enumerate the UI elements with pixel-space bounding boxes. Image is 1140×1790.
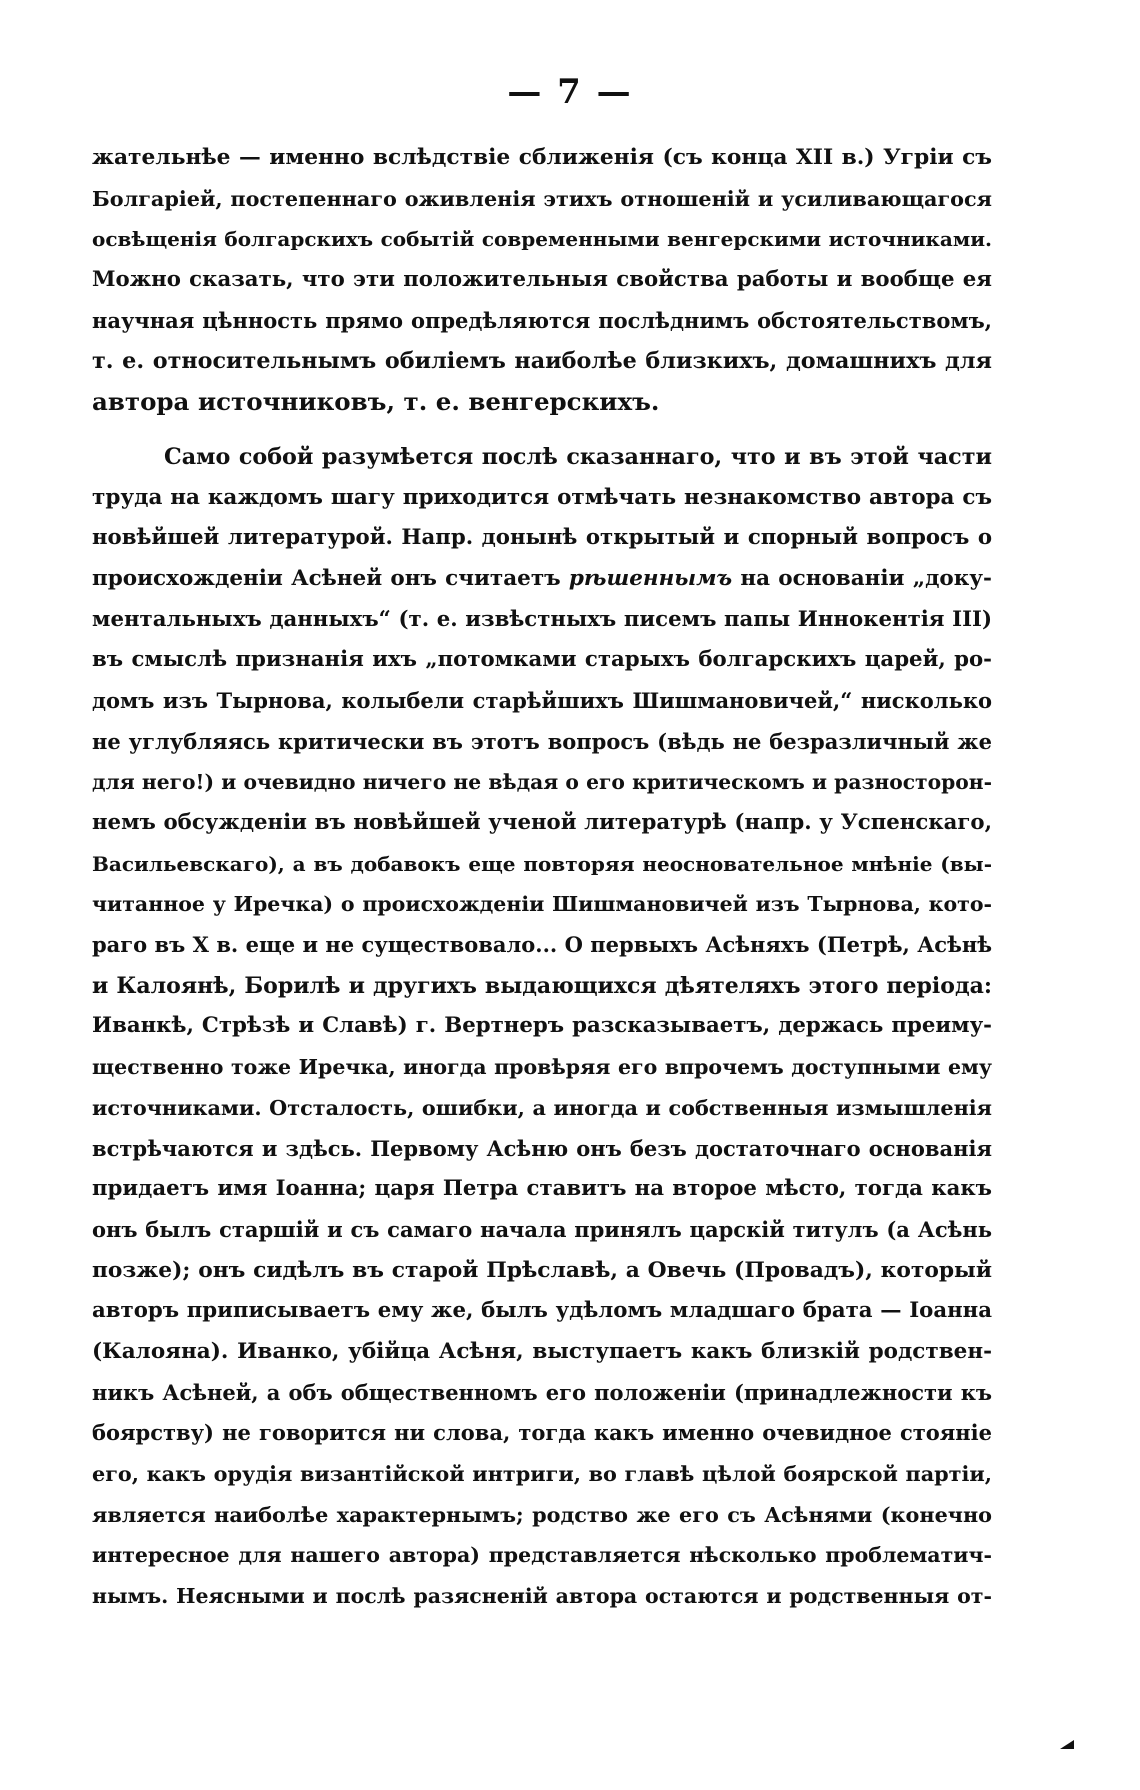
text-line: немъ обсужденіи въ новѣйшей ученой литературѣ (напр. у Успенскаго,	[92, 810, 992, 835]
text-line: онъ былъ старшій и съ самаго начала принялъ царскій титулъ (а Асѣнь	[92, 1216, 992, 1242]
body-text	[92, 138, 992, 1617]
text-run: происхожденіи Асѣней онъ считаетъ	[92, 565, 561, 591]
text-line: раго въ X в. еще и не существовало... О первыхъ Асѣняхъ (Петрѣ, Асѣнѣ	[92, 932, 992, 958]
text-line: Болгаріей, постепеннаго оживленія этихъ отношеній и усиливающагося	[92, 186, 992, 211]
text-line: не углубляясь критически въ этотъ вопросъ (вѣдь не безразличный же	[92, 728, 992, 754]
text-line: въ смыслѣ признанія ихъ „потомками старыхъ болгарскихъ царей, ро-	[92, 647, 992, 673]
text-line: никъ Асѣней, а объ общественномъ его положеніи (принадлежности къ	[92, 1379, 992, 1405]
text-line: интересное для нашего автора) представляется нѣсколько проблематич-	[92, 1543, 992, 1568]
paragraph-2	[92, 437, 992, 1617]
text-line: домъ изъ Тырнова, колыбели старѣйшихъ Шишмановичей,“ нисколько	[92, 687, 992, 713]
text-line: Само собой разумѣется послѣ сказаннаго, что и въ этой части	[164, 443, 992, 470]
corner-mark-icon	[1060, 1740, 1074, 1749]
text-line: и Калоянѣ, Борилѣ и другихъ выдающихся дѣятеляхъ этого періода:	[92, 972, 992, 999]
text-line: труда на каждомъ шагу приходится отмѣчать незнакомство автора съ	[92, 484, 992, 510]
text-line: нымъ. Неясными и послѣ разясненій автора остаются и родственныя от-	[92, 1584, 992, 1609]
text-line: его, какъ орудія византійской интриги, во главѣ цѣлой боярской партіи,	[92, 1462, 992, 1486]
text-line: ментальныхъ данныхъ“ (т. е. извѣстныхъ писемъ папы Иннокентія III)	[92, 606, 992, 632]
text-line: позже); онъ сидѣлъ въ старой Прѣславѣ, а Овечь (Провадъ), который	[92, 1257, 992, 1283]
text-line: встрѣчаются и здѣсь. Первому Асѣню онъ безъ достаточнаго основанія	[92, 1135, 992, 1161]
text-line: (Калояна). Иванко, убійца Асѣня, выступаетъ какъ близкій родствен-	[92, 1338, 992, 1364]
text-line: Иванкѣ, Стрѣзѣ и Славѣ) г. Вертнеръ разсказываетъ, держась преиму-	[92, 1013, 992, 1039]
emphasized-word: рѣшеннымъ	[568, 565, 733, 591]
text-line: освѣщенія болгарскихъ событій современными венгерскими источниками.	[92, 227, 992, 252]
text-line: щественно тоже Иречка, иногда провѣряя его впрочемъ доступными ему	[92, 1055, 992, 1080]
text-line: автора источниковъ, т. е. венгерскихъ.	[92, 387, 660, 417]
text-line: Васильевскаго), а въ добавокъ еще повторяя неосновательное мнѣніе (вы-	[92, 851, 992, 876]
text-line: Можно сказать, что эти положительныя свойства работы и вообще ея	[92, 267, 992, 293]
text-line: жательнѣе — именно вслѣдствіе сближенія (съ конца XII в.) Угріи съ	[92, 145, 992, 170]
paragraph-1	[92, 138, 992, 423]
text-line: источниками. Отсталость, ошибки, а иногда и собственныя измышленія	[92, 1095, 992, 1120]
page-number: — 7 —	[507, 72, 633, 112]
text-line: авторъ приписываетъ ему же, былъ удѣломъ младшаго брата — Іоанна	[92, 1298, 992, 1324]
text-line: научная цѣнность прямо опредѣляются послѣднимъ обстоятельствомъ,	[92, 307, 992, 333]
text-line: является наиболѣе характернымъ; родство же его съ Асѣнями (конечно	[92, 1502, 992, 1527]
text-line: боярству) не говорится ни слова, тогда какъ именно очевидное стояніе	[92, 1420, 992, 1446]
text-line: читанное у Иречка) о происхожденіи Шишмановичей изъ Тырнова, кото-	[92, 892, 992, 917]
text-run: на основаніи „доку-	[740, 565, 992, 591]
text-line: новѣйшей литературой. Напр. донынѣ открытый и спорный вопросъ о	[92, 525, 992, 551]
text-line: для него!) и очевидно ничего не вѣдая о его критическомъ и разносторон-	[92, 770, 992, 795]
text-line: т. е. относительнымъ обиліемъ наиболѣе близкихъ, домашнихъ для	[92, 348, 992, 375]
paragraph-gap	[92, 423, 992, 437]
text-line: придаетъ имя Іоанна; царя Петра ставитъ на второе мѣсто, тогда какъ	[92, 1176, 992, 1202]
text-line	[92, 559, 992, 600]
